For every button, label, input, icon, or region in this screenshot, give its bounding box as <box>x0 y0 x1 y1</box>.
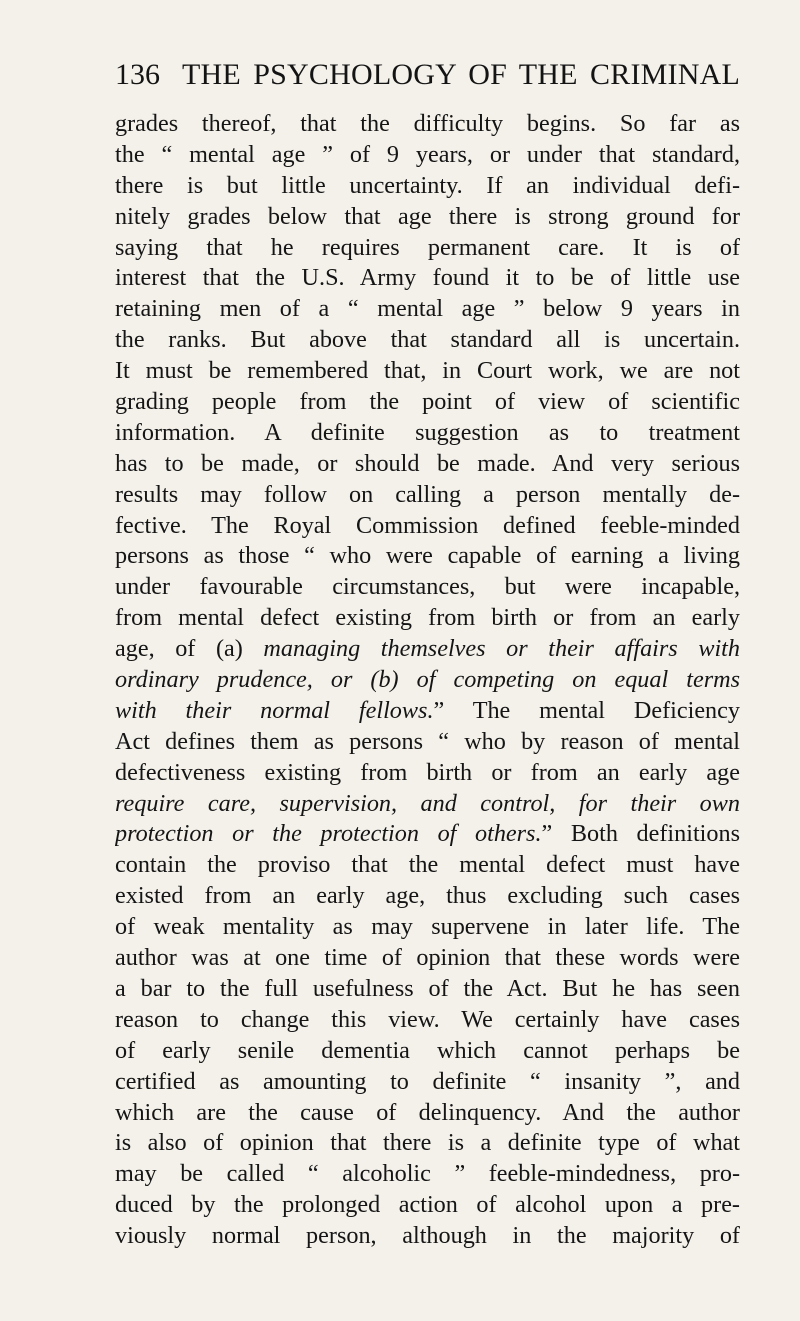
text-line <box>115 572 740 603</box>
text-line <box>115 789 740 820</box>
text-segment: has to be made, or should be made. And very serious <box>115 449 740 477</box>
text-segment: viously normal person, although in the majority of <box>115 1222 740 1250</box>
text-line <box>115 109 740 140</box>
page-number: 136 <box>115 58 160 91</box>
text-line <box>115 202 740 233</box>
text-line <box>115 881 740 912</box>
text-line <box>115 1036 740 1067</box>
text-segment: grading people from the point of view of scientific <box>115 388 740 416</box>
text-segment: saying that he requires permanent care. It is of <box>115 233 740 261</box>
body-text <box>115 109 740 1252</box>
italic-text: require care, supervision, and control, for their own <box>115 789 740 817</box>
text-line <box>115 1098 740 1129</box>
text-line <box>115 263 740 294</box>
text-line <box>115 974 740 1005</box>
text-segment: persons as those “ who were capable of earning a living <box>115 542 740 570</box>
page-header <box>115 57 740 93</box>
text-line <box>115 294 740 325</box>
text-line <box>115 140 740 171</box>
text-segment: from mental defect existing from birth or from an early <box>115 604 740 632</box>
italic-text: protection or the protection of others. <box>115 820 542 848</box>
italic-text: managing themselves or their affairs with <box>263 635 740 663</box>
text-line <box>115 727 740 758</box>
text-line <box>115 480 740 511</box>
text-line <box>115 387 740 418</box>
text-line <box>115 449 740 480</box>
text-segment: certified as amounting to definite “ insanity ”, and <box>115 1067 740 1095</box>
text-segment: information. A definite suggestion as to treatment <box>115 418 740 446</box>
text-line <box>115 418 740 449</box>
text-segment: interest that the U.S. Army found it to be of little use <box>115 264 740 292</box>
text-line <box>115 1067 740 1098</box>
text-line <box>115 1190 740 1221</box>
text-line <box>115 325 740 356</box>
text-segment: the ranks. But above that standard all is uncertain. <box>115 326 740 354</box>
text-segment: under favourable circumstances, but were incapable, <box>115 573 740 601</box>
text-segment: It must be remembered that, in Court work, we are not <box>115 357 740 385</box>
text-line <box>115 603 740 634</box>
text-line <box>115 912 740 943</box>
running-title: THE PSYCHOLOGY OF THE CRIMINAL <box>182 58 740 91</box>
text-segment: ” Both definitions <box>541 820 740 848</box>
text-line <box>115 665 740 696</box>
text-segment: is also of opinion that there is a definite type of what <box>115 1129 740 1157</box>
text-line <box>115 696 740 727</box>
text-segment: Act defines them as persons “ who by reason of mental <box>115 727 740 755</box>
text-line <box>115 171 740 202</box>
text-line <box>115 233 740 264</box>
text-line <box>115 634 740 665</box>
text-line <box>115 1005 740 1036</box>
text-line <box>115 819 740 850</box>
italic-text: ordinary prudence, or (b) of competing on equal terms <box>115 666 740 694</box>
text-segment: reason to change this view. We certainly have cases <box>115 1005 740 1033</box>
text-segment: of weak mentality as may supervene in later life. The <box>115 913 740 941</box>
text-segment: age, of (a) <box>115 635 264 663</box>
italic-text: with their normal fellows. <box>115 696 434 724</box>
text-segment: which are the cause of delinquency. And the author <box>115 1098 740 1126</box>
text-line <box>115 758 740 789</box>
text-segment: fective. The Royal Commission defined feeble-minded <box>115 511 740 539</box>
text-line <box>115 1221 740 1252</box>
text-line <box>115 541 740 572</box>
text-segment: may be called “ alcoholic ” feeble-mindedness, pro- <box>115 1160 740 1188</box>
text-segment: defectiveness existing from birth or from an early age <box>115 758 740 786</box>
text-segment: duced by the prolonged action of alcohol upon a pre- <box>115 1191 740 1219</box>
text-segment: author was at one time of opinion that these words were <box>115 944 740 972</box>
text-segment: nitely grades below that age there is strong ground for <box>115 202 740 230</box>
text-line <box>115 356 740 387</box>
text-segment: a bar to the full usefulness of the Act. But he has seen <box>115 974 740 1002</box>
text-segment: results may follow on calling a person mentally de- <box>115 480 740 508</box>
text-line <box>115 511 740 542</box>
text-segment: ” The mental Deficiency <box>433 696 740 724</box>
text-line <box>115 1159 740 1190</box>
text-segment: contain the proviso that the mental defect must have <box>115 851 740 879</box>
text-line <box>115 1128 740 1159</box>
text-segment: retaining men of a “ mental age ” below 9 years in <box>115 295 740 323</box>
text-segment: the “ mental age ” of 9 years, or under that standard, <box>115 140 740 168</box>
text-segment: grades thereof, that the difficulty begins. So far as <box>115 110 740 137</box>
text-line <box>115 943 740 974</box>
text-segment: existed from an early age, thus excluding such cases <box>115 882 740 910</box>
text-segment: there is but little uncertainty. If an individual defi- <box>115 171 740 199</box>
text-line <box>115 850 740 881</box>
text-segment: of early senile dementia which cannot perhaps be <box>115 1036 740 1064</box>
